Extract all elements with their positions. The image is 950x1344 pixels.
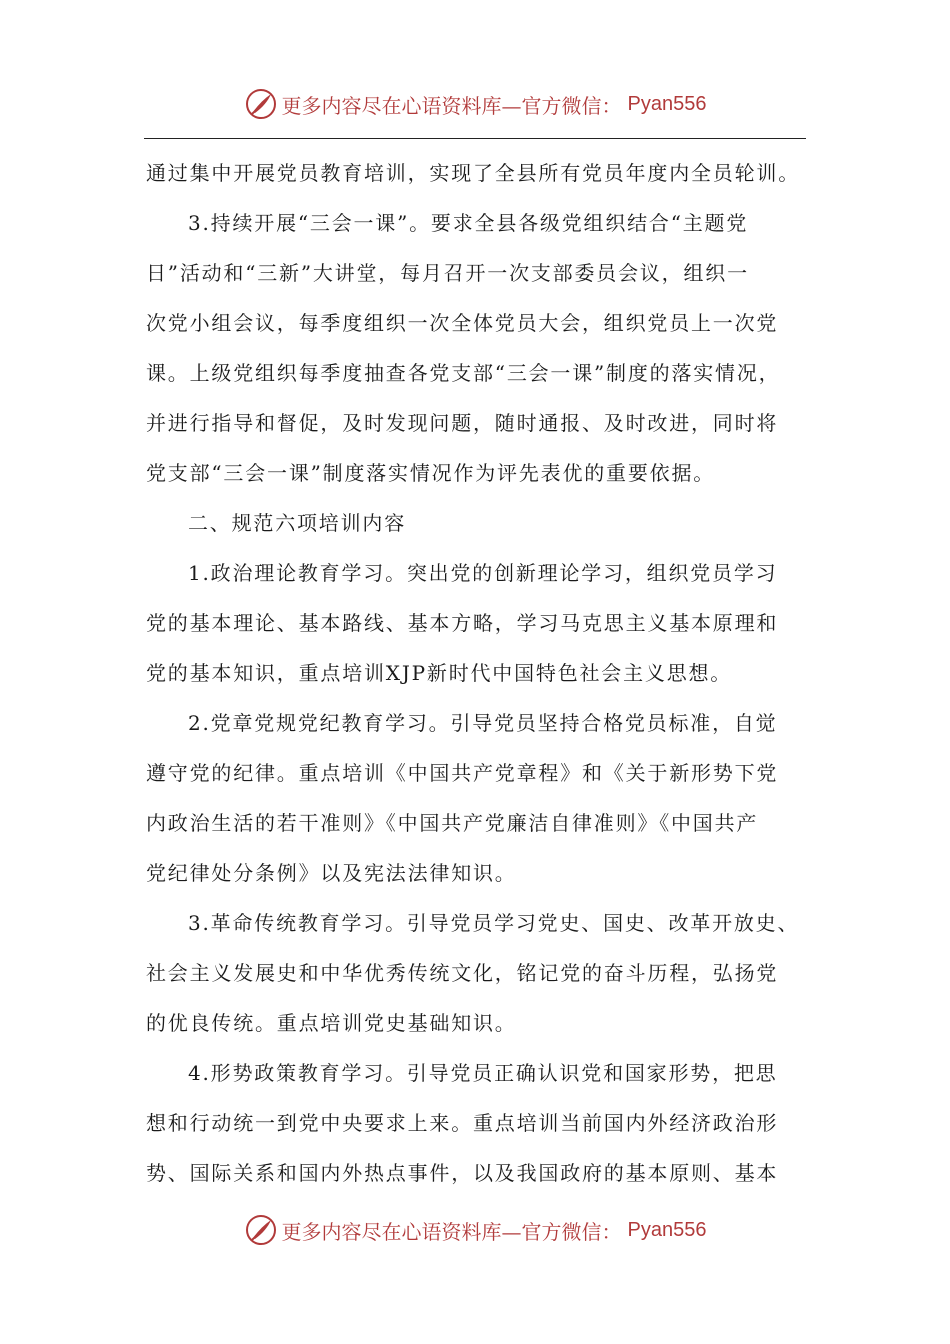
body-line: 想和行动统一到党中央要求上来。重点培训当前国内外经济政治形 (146, 1111, 779, 1135)
quill-logo-icon (244, 1213, 278, 1247)
body-line: 次党小组会议，每季度组织一次全体党员大会，组织党员上一次党 (146, 311, 779, 335)
body-line: 1.政治理论教育学习。突出党的创新理论学习，组织党员学习 (188, 561, 778, 585)
body-line: 的优良传统。重点培训党史基础知识。 (146, 1011, 517, 1035)
body-line: 课。上级党组织每季度抽查各党支部“三会一课”制度的落实情况， (146, 361, 781, 385)
body-line: 2.党章党规党纪教育学习。引导党员坚持合格党员标准，自觉 (188, 711, 778, 735)
footer-banner (0, 1210, 950, 1250)
body-line: 通过集中开展党员教育培训，实现了全县所有党员年度内全员轮训。 (146, 161, 800, 185)
body-line: 3.革命传统教育学习。引导党员学习党史、国史、改革开放史、 (188, 911, 800, 935)
body-line: 4.形势政策教育学习。引导党员正确认识党和国家形势，把思 (188, 1061, 778, 1085)
footer-banner-text: 更多内容尽在心语资料库—官方微信： (281, 1219, 622, 1244)
body-line: 党纪律处分条例》以及宪法法律知识。 (146, 861, 517, 885)
body-line: 遵守党的纪律。重点培训《中国共产党章程》和《关于新形势下党 (146, 761, 779, 785)
footer-wechat-id: Pyan556 (627, 1218, 707, 1241)
body-line: 社会主义发展史和中华优秀传统文化，铭记党的奋斗历程，弘扬党 (146, 961, 779, 985)
body-line: 日”活动和“三新”大讲堂，每月召开一次支部委员会议，组织一 (146, 261, 749, 285)
header-wechat-id: Pyan556 (627, 92, 707, 115)
body-line: 势、国际关系和国内外热点事件，以及我国政府的基本原则、基本 (146, 1161, 779, 1185)
section-heading: 二、规范六项培训内容 (188, 511, 406, 535)
header-banner (0, 84, 950, 124)
header-divider (144, 138, 806, 139)
body-line: 党的基本理论、基本路线、基本方略，学习马克思主义基本原理和 (146, 611, 779, 635)
body-line: 党的基本知识，重点培训XJP新时代中国特色社会主义思想。 (146, 661, 733, 685)
body-line: 内政治生活的若干准则》《中国共产党廉洁自律准则》《中国共产 (146, 811, 759, 835)
quill-logo-icon (244, 87, 278, 121)
document-body (146, 148, 808, 1198)
body-line: 党支部“三会一课”制度落实情况作为评先表优的重要依据。 (146, 461, 716, 485)
body-line: 并进行指导和督促，及时发现问题，随时通报、及时改进，同时将 (146, 411, 779, 435)
header-banner-text: 更多内容尽在心语资料库—官方微信： (281, 93, 622, 118)
body-line: 3.持续开展“三会一课”。要求全县各级党组织结合“主题党 (188, 211, 749, 235)
